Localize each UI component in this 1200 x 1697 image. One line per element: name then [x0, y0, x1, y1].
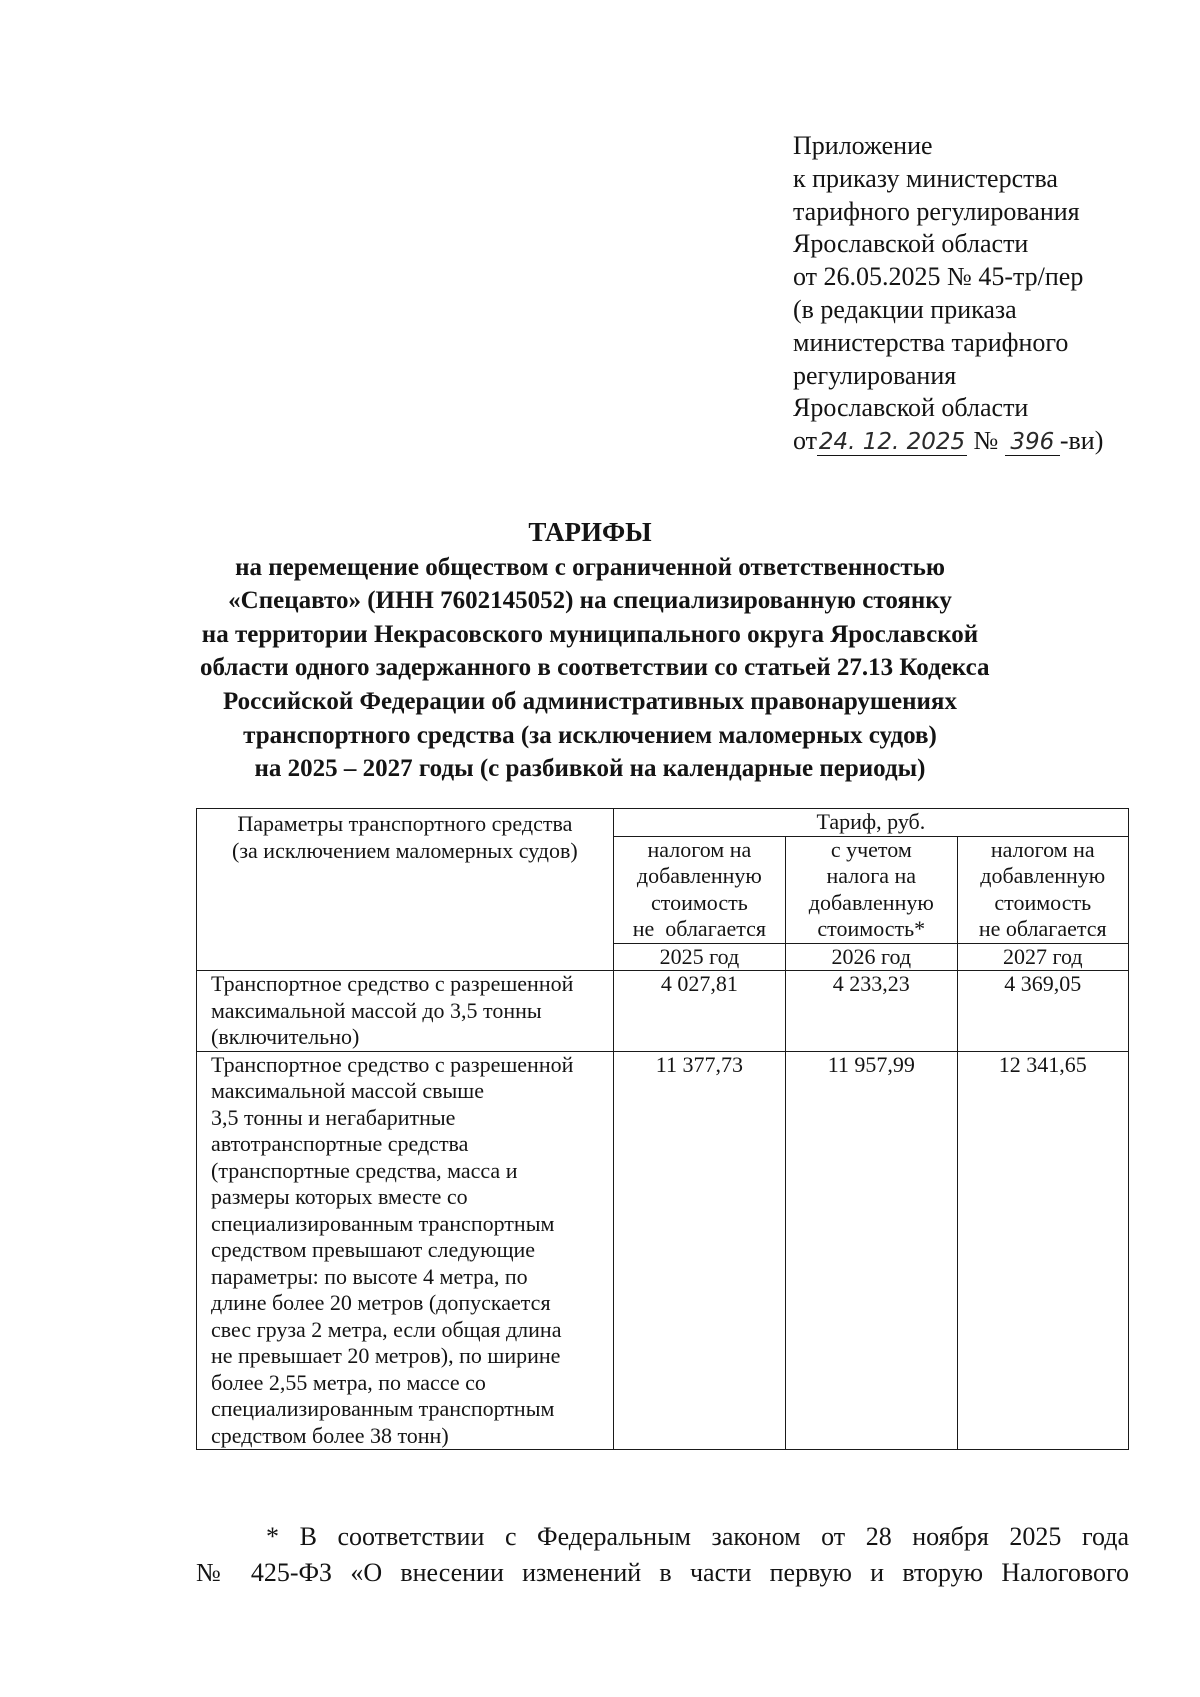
table-row — [197, 971, 1129, 1052]
appendix-line: Ярославской области — [793, 393, 1029, 423]
tariff-value: 12 341,65 — [957, 1051, 1128, 1450]
title-main: ТАРИФЫ — [528, 517, 652, 547]
table-header-row — [197, 809, 1129, 837]
tax-note-line: с учетом — [830, 836, 912, 862]
amendment-suffix: -ви) — [1059, 426, 1104, 456]
appendix-line: к приказу министерства — [793, 163, 1058, 193]
row-label-line: средством более 38 тонн) — [211, 1422, 449, 1448]
tariff-value: 11 957,99 — [786, 1051, 957, 1450]
footnote-line: № 425-ФЗ «О внесении изменений в части первую и вторую Налогового — [196, 1558, 1129, 1587]
row-label-line: средством превышают следующие — [211, 1237, 536, 1262]
tax-note-line: не облагается — [632, 916, 767, 941]
title-line: области одного задержанного в соответствии со статьей 27.13 Кодекса — [200, 654, 990, 682]
row-label-line: более 2,55 метра, по массе со — [211, 1369, 486, 1395]
tax-note-line: добавленную — [636, 863, 762, 888]
tariff-header-cell: Тариф, руб. — [613, 809, 1128, 837]
tax-note-line: не облагается — [978, 916, 1107, 941]
tax-note-cell — [957, 836, 1128, 943]
footnote-line: * В соответствии с Федеральным законом от 28 ноября 2025 года — [266, 1522, 1129, 1551]
title-line: на 2025 – 2027 годы (с разбивкой на календарные периоды) — [254, 755, 926, 783]
title-line: на перемещение обществом с ограниченной ответственностью — [235, 553, 945, 581]
year-cell: 2027 год — [957, 943, 1128, 971]
row-label-line: 3,5 тонны и негабаритные — [211, 1104, 456, 1130]
document-title — [200, 516, 990, 786]
row-label-line: (включительно) — [211, 1024, 360, 1049]
row-label-line: параметры: по высоте 4 метра, по — [211, 1263, 528, 1289]
handwritten-date: 24. 12. 2025 — [818, 429, 966, 456]
row-label-line: (транспортные средства, масса и — [211, 1157, 518, 1183]
tax-note-line: налогом на — [647, 836, 752, 862]
table-row — [197, 1051, 1129, 1450]
row-label-line: Транспортное средство с разрешенной — [211, 971, 574, 996]
amendment-line — [793, 425, 1103, 458]
tax-note-cell — [786, 836, 957, 943]
tax-note-line: добавленную — [808, 889, 934, 915]
footnote — [196, 1519, 1129, 1591]
row-label-cell — [197, 971, 614, 1052]
title-line: Российской Федерации об административных правонарушениях — [223, 687, 957, 715]
title-line: «Спецавто» (ИНН 7602145052) на специализированную стоянку — [228, 587, 952, 615]
appendix-line: министерства тарифного — [793, 327, 1069, 357]
tariff-value: 11 377,73 — [613, 1051, 785, 1450]
appendix-line: регулирования — [793, 360, 957, 390]
amendment-prefix: от — [793, 426, 818, 456]
tax-note-line: налогом на — [990, 836, 1095, 862]
tax-note-line: добавленную — [980, 863, 1106, 888]
tax-note-line: стоимость* — [817, 916, 926, 941]
appendix-line: (в редакции приказа — [793, 294, 1017, 324]
tariff-value: 4 369,05 — [957, 971, 1128, 1052]
row-label-line: размеры которых вместе со — [211, 1184, 468, 1209]
tax-note-cell — [613, 836, 785, 943]
title-line: на территории Некрасовского муниципального округа Ярославской — [201, 620, 979, 648]
row-label-line: не превышает 20 метров), по ширине — [211, 1343, 561, 1368]
appendix-line: тарифного регулирования — [793, 196, 1080, 226]
param-header-line: (за исключением маломерных судов) — [232, 837, 578, 863]
tax-note-line: стоимость — [994, 889, 1092, 915]
param-header-cell — [197, 809, 614, 971]
param-header-line: Параметры транспортного средства — [237, 811, 573, 836]
row-label-line: максимальной массой до 3,5 тонны — [211, 997, 542, 1023]
tax-note-line: налога на — [826, 863, 917, 888]
number-sign: № — [973, 426, 999, 456]
row-label-line: свес груза 2 метра, если общая длина — [211, 1316, 562, 1342]
year-cell: 2026 год — [786, 943, 957, 971]
appendix-line: от 26.05.2025 № 45-тр/пер — [793, 262, 1084, 292]
row-label-line: максимальной массой свыше — [211, 1078, 484, 1103]
appendix-block — [793, 130, 1103, 458]
handwritten-number: 396 — [1005, 429, 1060, 456]
row-label-line: автотранспортные средства — [211, 1131, 469, 1156]
row-label-line: Транспортное средство с разрешенной — [211, 1051, 574, 1077]
tax-note-line: стоимость — [651, 889, 748, 915]
row-label-cell — [197, 1051, 614, 1450]
tariff-table — [196, 808, 1129, 1450]
tariff-value: 4 233,23 — [786, 971, 957, 1052]
row-label-line: специализированным транспортным — [211, 1210, 555, 1236]
appendix-line: Приложение — [793, 131, 933, 160]
title-line: транспортного средства (за исключением маломерных судов) — [243, 721, 937, 749]
tariff-value: 4 027,81 — [613, 971, 785, 1052]
row-label-line: длине более 20 метров (допускается — [211, 1290, 551, 1315]
row-label-line: специализированным транспортным — [211, 1396, 555, 1421]
appendix-line: Ярославской области — [793, 229, 1029, 259]
year-cell: 2025 год — [613, 943, 785, 971]
